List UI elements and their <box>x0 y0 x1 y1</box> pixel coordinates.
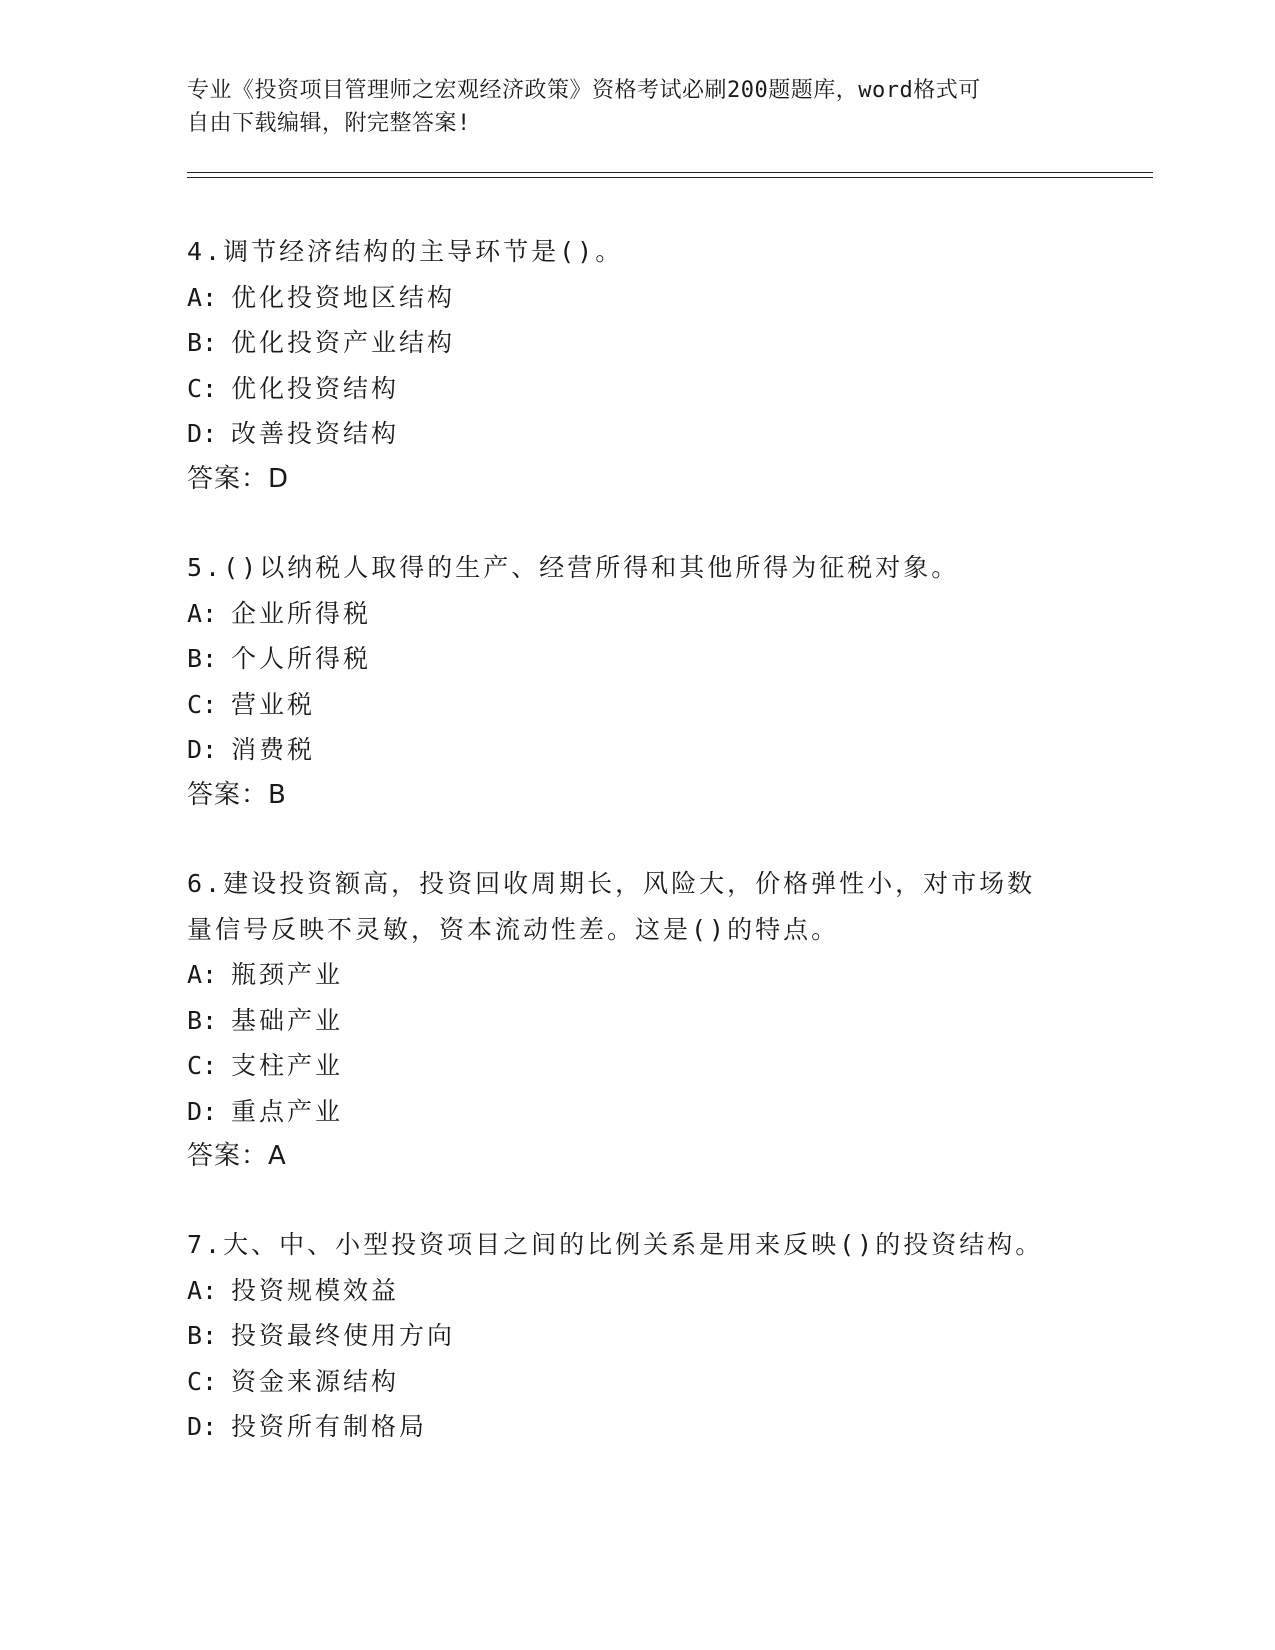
option-key: C: <box>187 373 218 403</box>
option-c <box>187 1359 1087 1405</box>
answer: 答案：B <box>187 779 287 810</box>
question-stem: 4.调节经济结构的主导环节是()。 <box>187 237 624 266</box>
option-c <box>187 682 1087 728</box>
question-stem: 6.建设投资额高，投资回收周期长，风险大，价格弹性小，对市场数 <box>187 869 1036 898</box>
header-line-2: 自由下载编辑，附完整答案! <box>187 111 471 136</box>
option-a <box>187 591 1087 637</box>
option-d <box>187 1089 1087 1135</box>
option-key: C: <box>187 689 218 719</box>
option-key: B: <box>187 328 218 357</box>
option-key: C: <box>187 1366 218 1396</box>
option-text: 个人所得税 <box>231 644 372 673</box>
option-key: B: <box>187 644 218 673</box>
option-text: 资金来源结构 <box>231 1366 400 1396</box>
option-key: D: <box>187 1412 218 1441</box>
option-text: 改善投资结构 <box>231 419 400 448</box>
option-text: 优化投资地区结构 <box>231 282 456 312</box>
option-text: 瓶颈产业 <box>231 960 344 989</box>
header-divider-bottom <box>187 177 1153 178</box>
option-a <box>187 1268 1087 1314</box>
question-stem: 5.()以纳税人取得的生产、经营所得和其他所得为征税对象。 <box>187 553 960 582</box>
option-key: B: <box>187 1321 218 1350</box>
question-7 <box>187 1222 1087 1450</box>
option-key: A: <box>187 282 218 312</box>
option-text: 重点产业 <box>231 1096 344 1126</box>
option-key: B: <box>187 1005 218 1035</box>
answer: 答案：D <box>187 463 290 494</box>
question-6 <box>187 861 1087 1180</box>
option-text: 投资所有制格局 <box>231 1412 428 1441</box>
answer: 答案：A <box>187 1141 287 1171</box>
option-text: 企业所得税 <box>231 598 372 628</box>
option-key: D: <box>187 735 218 764</box>
question-stem-continued: 量信号反映不灵敏，资本流动性差。这是()的特点。 <box>187 914 840 944</box>
option-b <box>187 1313 1087 1359</box>
option-text: 投资最终使用方向 <box>231 1321 456 1350</box>
question-4 <box>187 229 1087 502</box>
option-c <box>187 1043 1087 1089</box>
option-key: D: <box>187 419 218 448</box>
option-text: 营业税 <box>231 689 316 719</box>
header-divider-top <box>187 172 1153 173</box>
option-d <box>187 1404 1087 1450</box>
option-a <box>187 275 1087 321</box>
option-text: 基础产业 <box>231 1005 344 1035</box>
option-key: D: <box>187 1096 218 1126</box>
option-key: A: <box>187 598 218 628</box>
document-header <box>187 74 1067 140</box>
option-d <box>187 727 1087 773</box>
option-b <box>187 998 1087 1044</box>
option-key: A: <box>187 1275 218 1305</box>
question-5 <box>187 545 1087 818</box>
question-stem: 7.大、中、小型投资项目之间的比例关系是用来反映()的投资结构。 <box>187 1230 1044 1259</box>
option-d <box>187 411 1087 457</box>
option-c <box>187 366 1087 412</box>
header-line-1: 专业《投资项目管理师之宏观经济政策》资格考试必刷200题题库，word格式可 <box>187 78 981 103</box>
option-b <box>187 320 1087 366</box>
option-b <box>187 636 1087 682</box>
option-text: 支柱产业 <box>231 1051 344 1080</box>
option-a <box>187 952 1087 998</box>
option-text: 投资规模效益 <box>231 1275 400 1305</box>
option-text: 优化投资结构 <box>231 373 400 403</box>
option-text: 优化投资产业结构 <box>231 328 456 357</box>
option-key: C: <box>187 1051 218 1080</box>
option-key: A: <box>187 960 218 989</box>
option-text: 消费税 <box>231 735 316 764</box>
